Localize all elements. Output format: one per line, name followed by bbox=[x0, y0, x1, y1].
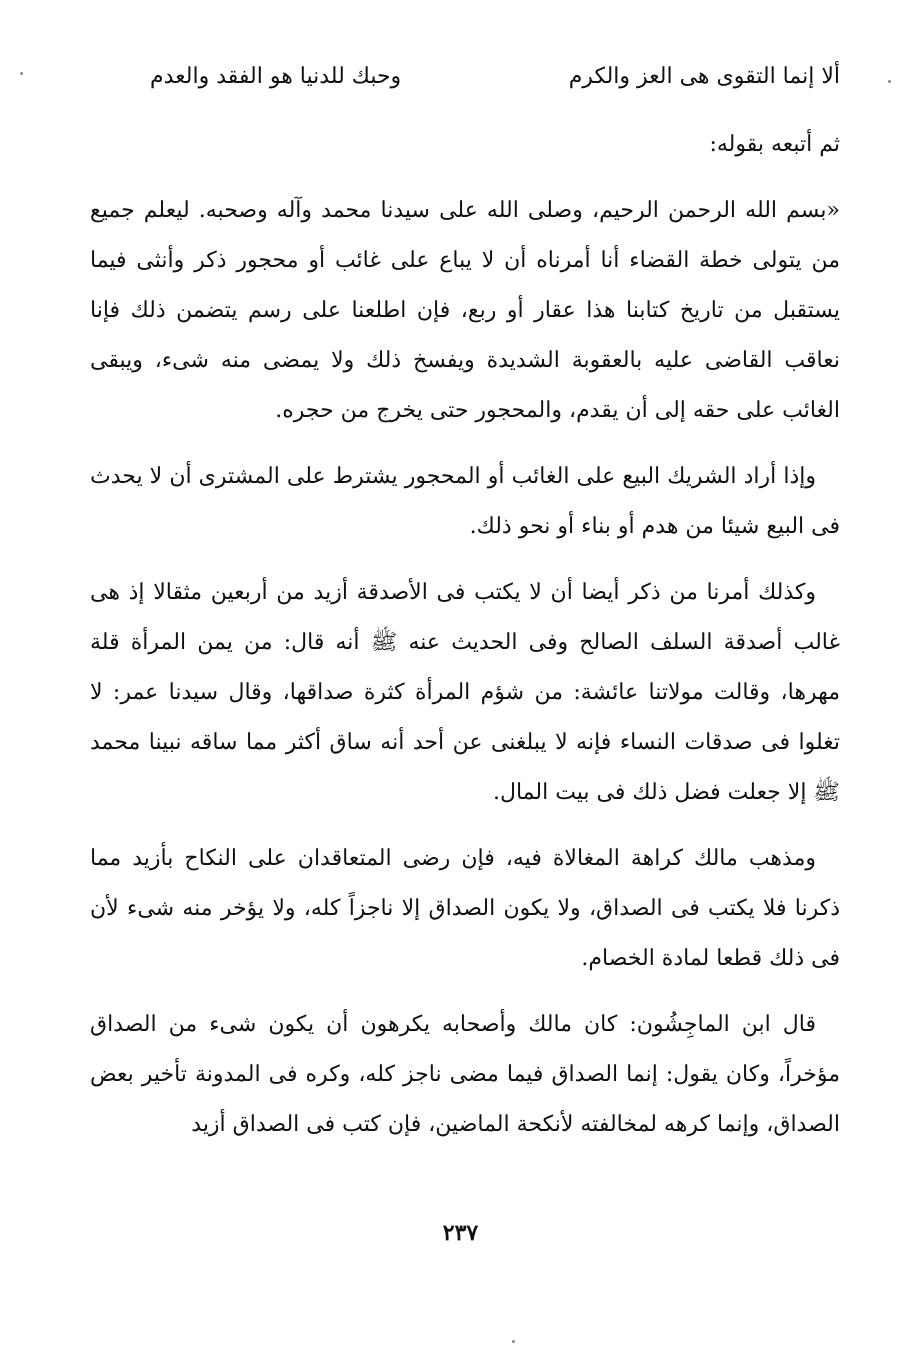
intro-line: ثم أتبعه بقوله: bbox=[709, 132, 840, 157]
partner-sale-paragraph: وإذا أراد الشريك البيع على الغائب أو المحجور يشترط على المشترى أن لا يحدث فى البيع شيئا من هدم أو بناء أو نحو ذلك. bbox=[90, 464, 840, 539]
decree-paragraph: «بسم الله الرحمن الرحيم، وصلى الله على سيدنا محمد وآله وصحبه. ليعلم جميع من يتولى خطة القضاء أنا أمرناه أن لا يباع على غائب أو محجور ذكر وأنثى فيما يستقبل من تاريخ كتابنا هذا عقار أو ربع، فإن اطلعنا على رسم يتضمن ذلك فإنا نعاقب القاضى عليه بالعقوبة الشديدة ويفسخ ذلك ولا يمضى منه شىء، ويبقى الغائب على حقه إلى أن يقدم، والمحجور حتى يخرج من حجره. bbox=[90, 198, 840, 423]
page-body bbox=[90, 120, 840, 1166]
verse-second-hemistich: وحبك للدنيا هو الفقد والعدم bbox=[150, 64, 402, 89]
dowry-limit-paragraph: وكذلك أمرنا من ذكر أيضا أن لا يكتب فى الأصدقة أزيد من أربعين مثقالا إذ هى غالب أصدقة السلف الصالح وفى الحديث عنه ﷺ أنه قال: من يمن المرأة قلة مهرها، وقالت مولاتنا عائشة: من شؤم المرأة كثرة صداقها، وقال سيدنا عمر: لا تغلوا فى صدقات النساء فإنه لا يبلغنى عن أحد أنه ساق أكثر مما ساقه نبينا محمد ﷺ إلا جعلت فضل ذلك فى بيت المال. bbox=[90, 580, 840, 805]
verse-first-hemistich: ألا إنما التقوى هى العز والكرم bbox=[568, 64, 840, 89]
ibn-majishun-paragraph: قال ابن الماجِشُون: كان مالك وأصحابه يكرهون أن يكون شىء من الصداق مؤخراً، وكان يقول: إنما الصداق فيما مضى ناجز كله، وكره فى المدونة تأخير بعض الصداق، وإنما كرهه لمخالفته لأنكحة الماضين، فإن كتب فى الصداق أزيد bbox=[90, 1012, 840, 1137]
scan-speck bbox=[888, 80, 891, 83]
verse-header bbox=[90, 52, 852, 102]
malik-doctrine-paragraph: ومذهب مالك كراهة المغالاة فيه، فإن رضى المتعاقدان على النكاح بأزيد مما ذكرنا فلا يكتب فى الصداق، ولا يكون الصداق إلا ناجزاً كله، ولا يؤخر منه شىء لأن فى ذلك قطعا لمادة الخصام. bbox=[90, 846, 840, 971]
page-number: ٢٣٧ bbox=[442, 1220, 479, 1246]
scan-speck bbox=[512, 1340, 515, 1343]
scan-speck bbox=[20, 72, 23, 75]
